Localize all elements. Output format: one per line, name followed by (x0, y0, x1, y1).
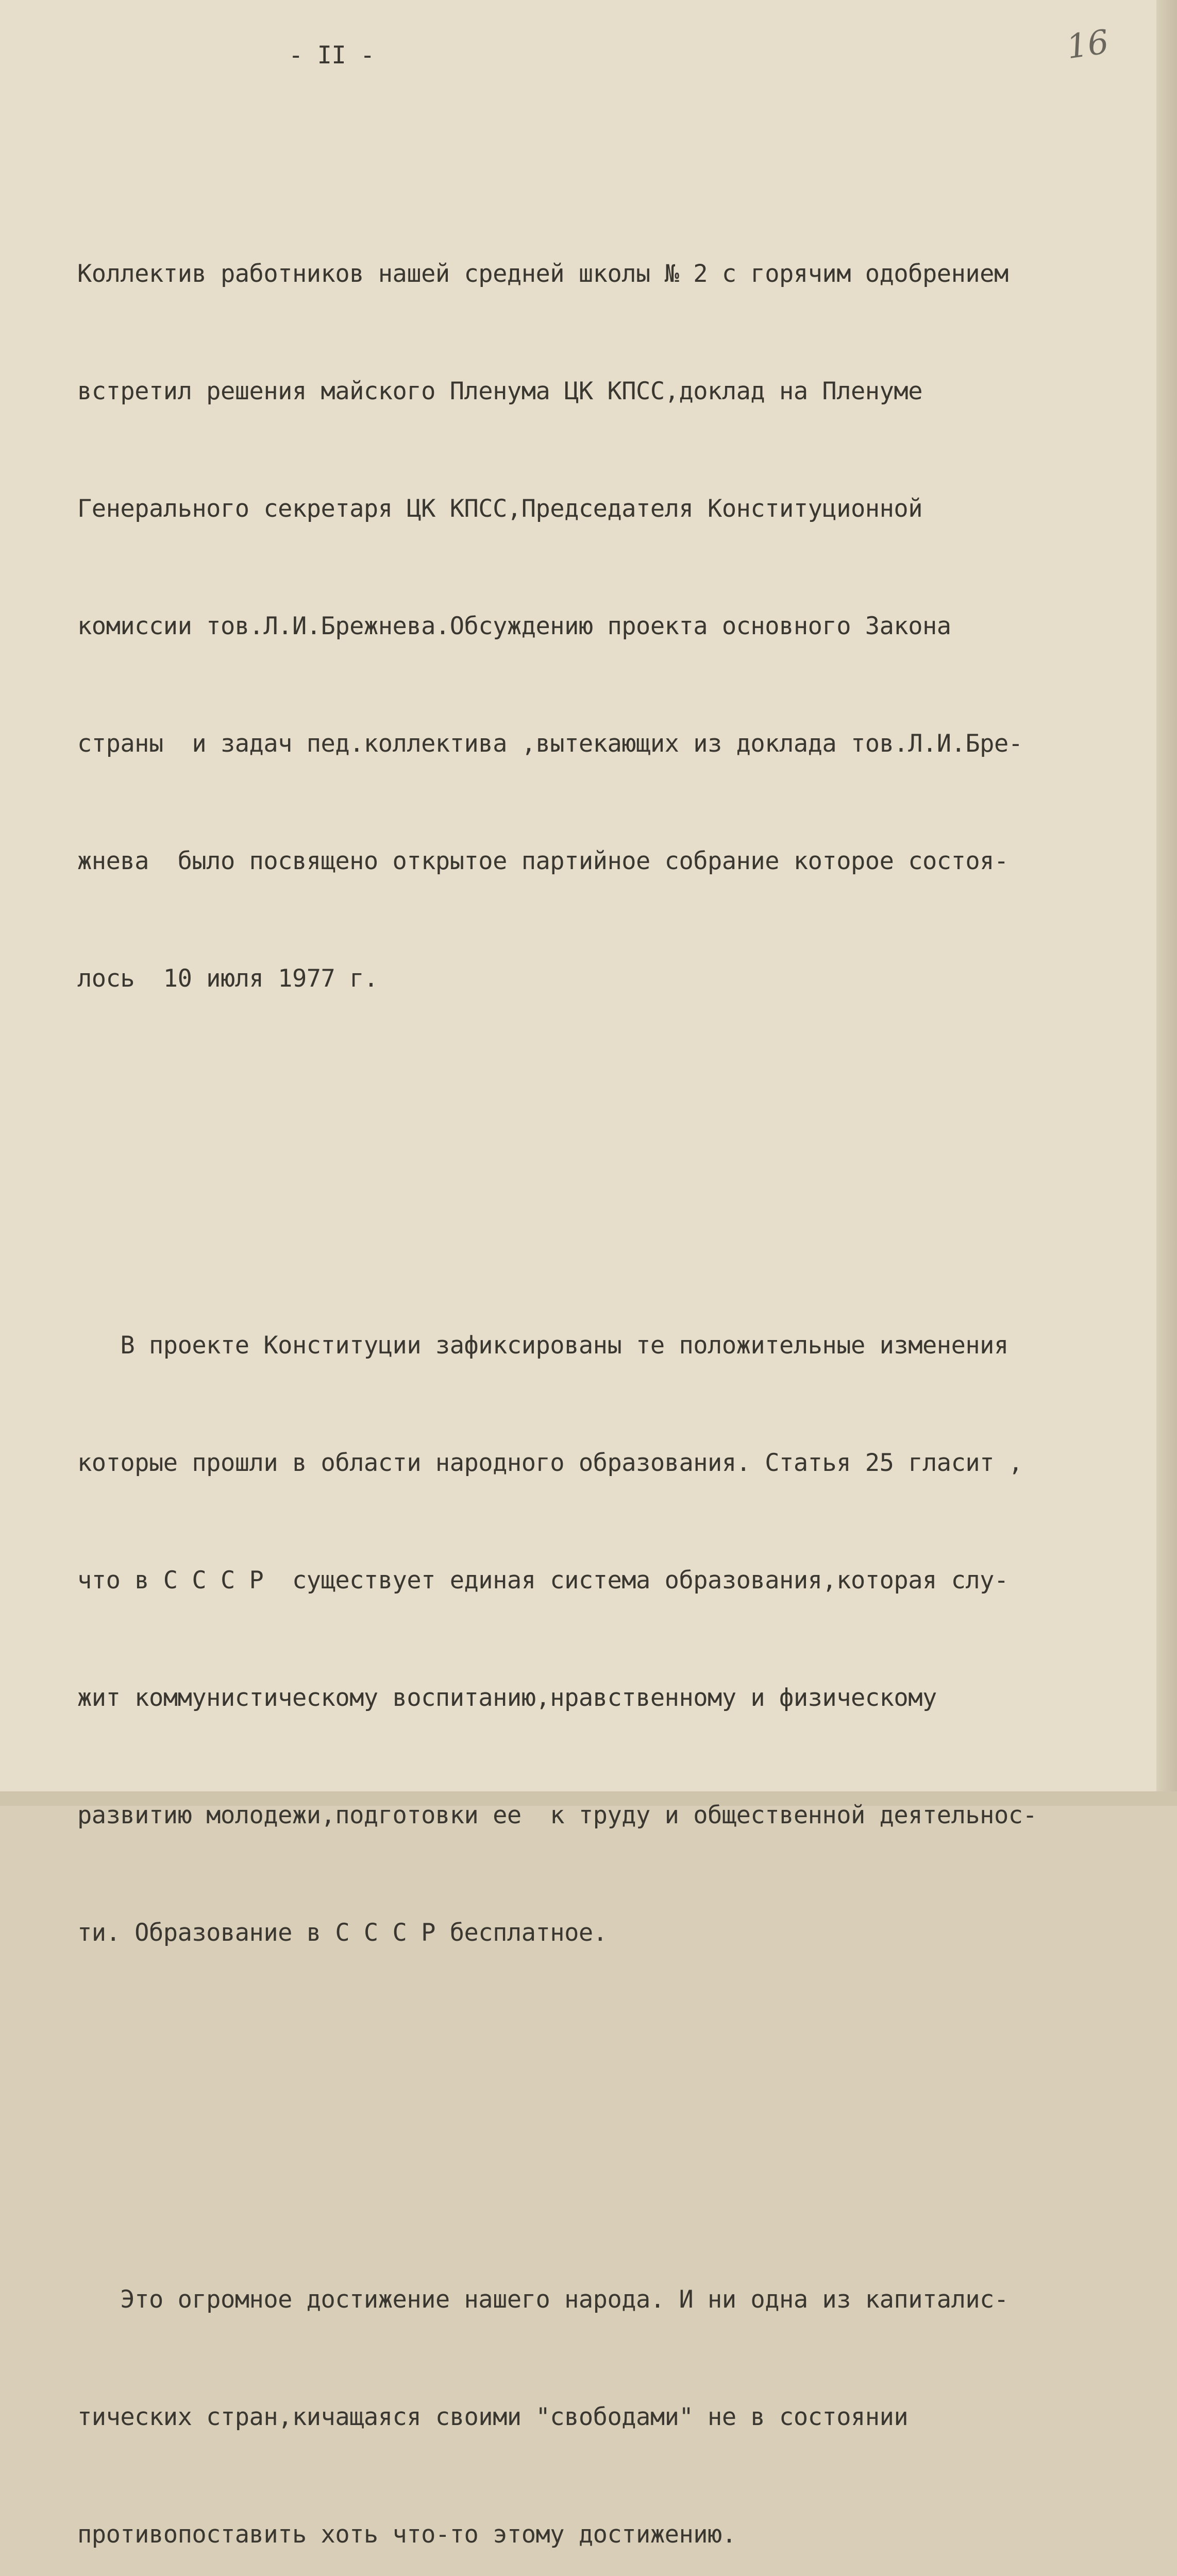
page-number: - II - (289, 41, 375, 70)
text-line: жнева было посвящено открытое партийное собрание которое состоя- (77, 847, 1008, 875)
text-line: Коллектив работников нашей средней школы № 2 с горячим одобрением (77, 260, 1008, 288)
paragraph-2 (77, 1248, 1139, 2031)
text-line: которые прошли в области народного образования. Статья 25 гласит , (77, 1449, 1023, 1477)
text-line: что в С С С Р существует единая система образования,которая слу- (77, 1566, 1008, 1595)
text-line: страны и задач пед.коллектива ,вытекающих из доклада тов.Л.И.Бре- (77, 730, 1023, 758)
paragraph-1 (77, 176, 1139, 1077)
paragraph-spacer (77, 1155, 1139, 1170)
paragraph-3 (77, 2202, 1139, 2576)
handwritten-folio-number: 16 (1064, 23, 1112, 67)
text-line: противопоставить хоть что-то этому достижению. (77, 2520, 736, 2549)
paper-edge-right (1156, 0, 1177, 1806)
text-line: ти. Образование в С С С Р бесплатное. (77, 1919, 608, 1947)
text-line: Это огромное достижение нашего народа. И ни одна из капиталис- (77, 2285, 1008, 2314)
document-body (77, 98, 1139, 2576)
text-line: развитию молодежи,подготовки ее к труду и общественной деятельнос- (77, 1801, 1037, 1829)
text-line: лось 10 июля 1977 г. (77, 964, 378, 993)
paragraph-spacer (77, 2109, 1139, 2124)
text-line: встретил решения майского Пленума ЦК КПСС,доклад на Пленуме (77, 377, 922, 405)
text-line: комиссии тов.Л.И.Брежнева.Обсуждению проекта основного Закона (77, 612, 951, 640)
text-line: тических стран,кичащаяся своими "свободами" не в состоянии (77, 2403, 909, 2431)
text-line: В проекте Конституции зафиксированы те положительные изменения (77, 1331, 1008, 1360)
text-line: Генерального секретаря ЦК КПСС,Председателя Конституционной (77, 495, 922, 523)
text-line: жит коммунистическому воспитанию,нравственному и физическому (77, 1684, 937, 1712)
